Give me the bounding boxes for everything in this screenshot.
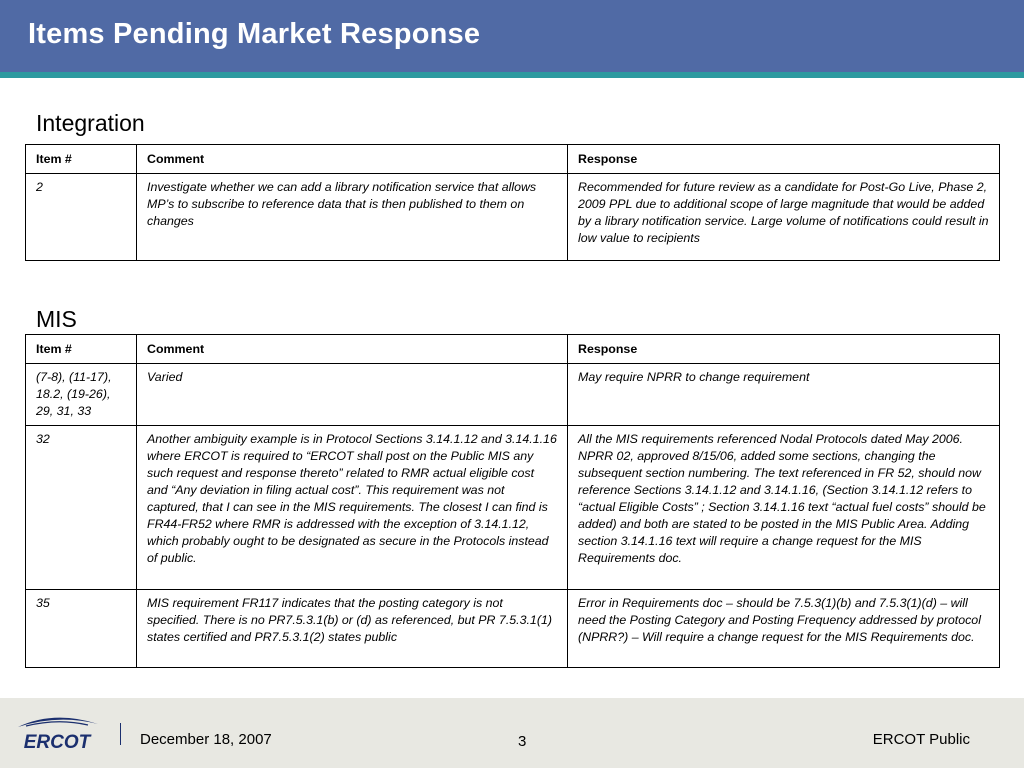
footer bbox=[0, 698, 1024, 768]
response-cell: All the MIS requirements referenced Nodal Protocols dated May 2006. NPRR 02, approved 8/15/06, added some sections, changing the subsequent section numbering. The text referenced in FR 52, should now reference Sections 3.14.1.12 and 3.14.1.16, (Section 3.14.1.12 refers to “actual Eligible Costs” ; Section 3.14.1.16 text “actual fuel costs” should be added) and both are stated to be posted in the MIS Public Area. Adding section 3.14.1.16 text will require a change request for the MIS Requirements doc. bbox=[568, 426, 1000, 590]
page-title: Items Pending Market Response bbox=[28, 18, 481, 50]
integration-heading: Integration bbox=[36, 110, 145, 136]
title-accent-line bbox=[0, 72, 1024, 78]
response-cell: Recommended for future review as a candidate for Post-Go Live, Phase 2, 2009 PPL due to additional scope of large magnitude that would be added by a library notification service. Large volume of notifications could result in low value to recipients bbox=[568, 174, 1000, 261]
ercot-logo bbox=[12, 712, 102, 752]
page-number: 3 bbox=[518, 733, 527, 750]
comment-cell: MIS requirement FR117 indicates that the posting category is not specified. There is no PR7.5.3.1(b) or (d) as referenced, but PR 7.5.3.1(1) states certified and PR7.5.3.1(2) states public bbox=[137, 590, 568, 668]
table-header-row bbox=[26, 335, 1000, 364]
footer-divider bbox=[120, 723, 121, 745]
item-cell: 35 bbox=[26, 590, 137, 668]
logo-text: ERCOT bbox=[23, 732, 91, 752]
table-row bbox=[26, 590, 1000, 668]
mis-table bbox=[25, 334, 1000, 668]
response-cell: May require NPRR to change requirement bbox=[568, 364, 1000, 426]
column-header-comment: Comment bbox=[137, 145, 568, 174]
comment-cell: Varied bbox=[137, 364, 568, 426]
column-header-item: Item # bbox=[26, 145, 137, 174]
column-header-comment: Comment bbox=[137, 335, 568, 364]
integration-table bbox=[25, 144, 1000, 261]
item-cell: (7-8), (11-17), 18.2, (19-26), 29, 31, 33 bbox=[26, 364, 137, 426]
column-header-response: Response bbox=[568, 335, 1000, 364]
footer-date: December 18, 2007 bbox=[140, 731, 272, 748]
comment-cell: Another ambiguity example is in Protocol Sections 3.14.1.12 and 3.14.1.16 where ERCOT is required to “ERCOT shall post on the Public MIS any such request and response thereto” related to RMR actual eligible cost and “Any deviation in filing actual cost”. This requirement was not captured, that I can see in the MIS requirements. The closest I can find is FR44-FR52 where RMR is addressed with the exception of 3.14.1.12, which probably ought to be designated as secure in the Protocols instead of public. bbox=[137, 426, 568, 590]
comment-cell: Investigate whether we can add a library notification service that allows MP’s to subscribe to reference data that is then published to them on changes bbox=[137, 174, 568, 261]
title-bar bbox=[0, 0, 1024, 72]
table-row bbox=[26, 174, 1000, 261]
item-cell: 32 bbox=[26, 426, 137, 590]
item-cell: 2 bbox=[26, 174, 137, 261]
response-cell: Error in Requirements doc – should be 7.5.3(1)(b) and 7.5.3(1)(d) – will need the Posting Category and Posting Frequency addressed by protocol (NPRR?) – Will require a change request for the MIS Requirements doc. bbox=[568, 590, 1000, 668]
footer-classification: ERCOT Public bbox=[872, 731, 970, 748]
table-row bbox=[26, 364, 1000, 426]
column-header-item: Item # bbox=[26, 335, 137, 364]
table-header-row bbox=[26, 145, 1000, 174]
mis-heading: MIS bbox=[36, 306, 77, 332]
column-header-response: Response bbox=[568, 145, 1000, 174]
table-row bbox=[26, 426, 1000, 590]
